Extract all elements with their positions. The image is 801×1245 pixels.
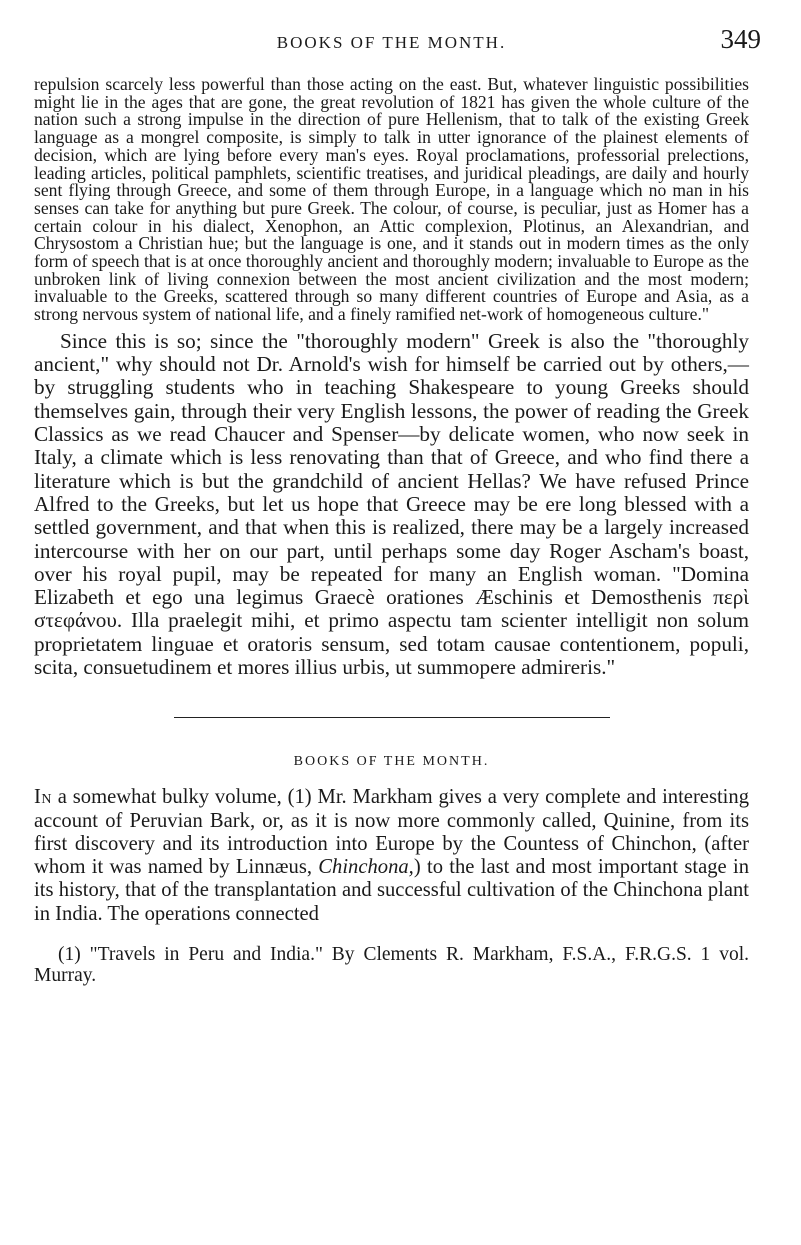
review-paragraph bbox=[34, 786, 749, 926]
section-heading: BOOKS OF THE MONTH. bbox=[293, 754, 490, 770]
footnote: (1) "Travels in Peru and India." By Clements R. Markham, F.S.A., F.R.G.S. 1 vol. Murray. bbox=[34, 944, 749, 987]
review-text-part-1: a somewhat bulky volume, (1) Mr. Markham gives a very complete and interesting account of Peruvian Bark, or, as it is now more commonly called, Quinine, from its first discovery and its introduction into Europe by the Countess of Chinchon, (after whom it was named by Linnæus, bbox=[34, 786, 749, 879]
review-text-part-2: ) to the last and most important stage in its history, that of the transplantation and successful cultivation of the Chinchona plant in India. The operations connected bbox=[34, 856, 749, 925]
page-number: 349 bbox=[720, 24, 761, 54]
body-paragraph: Since this is so; since the "thoroughly modern" Greek is also the "thoroughly ancient," why should not Dr. Arnold's wish for himself be carried out by others,—by struggling students who in teaching Shakespeare to young Greeks should themselves gain, through their very English lessons, the power of reading the Greek Classics as we read Chaucer and Spenser—by delicate women, who now seek in Italy, a climate which is less renovating than that of Greece, and who find there a literature which is but the grandchild of ancient Hellas? We have refused Prince Alfred to the Greeks, but let us hope that Greece may be ere long blessed with a settled government, and that when this is realized, there may be a largely increased intercourse with her on our part, until perhaps some day Roger Ascham's boast, over his royal pupil, may be repeated for many an English woman. "Domina Elizabeth et ego una legimus Graecè orationes Æschinis et Demosthenis περὶ στεφάνου. Illa praelegit mihi, et primo aspectu tam scienter intelligit non solum proprietatem linguae et oratoris sensum, sed totam causae contentionem, populi, scita, consuetudinem et mores illius urbis, ut summopere admireris." bbox=[34, 328, 749, 679]
lead-word: In bbox=[34, 786, 52, 809]
review-text-italic: Chinchona, bbox=[318, 856, 414, 879]
running-head bbox=[34, 0, 761, 58]
quoted-passage: repulsion scarcely less powerful than those acting on the east. But, whatever linguistic possibilities might lie in the ages that are gone, the great revolution of 1821 has given the whole culture of the nation such a strong impulse in the direction of pure Hellenism, that to talk of the existing Greek language as a mongrel composite, is simply to talk in utter ignorance of the plainest elements of decision, which are lying before every man's eyes. Royal proclamations, professorial prelections, leading articles, political pamphlets, scientific treatises, and juridical pleadings, are daily and hourly sent flying through Greece, and some of them through Europe, in a language which no man in his senses can take for anything but pure Greek. The colour, of course, is peculiar, just as Homer has a certain colour in his dialect, Xenophon, an Attic complexion, Plotinus, an Alexandrian, and Chrysostom a Christian hue; but the language is one, and it stands out in modern times as the only form of speech that is at once thoroughly ancient and thoroughly modern; invaluable to Europe as the unbroken link of living connexion between the most ancient civilization and the most modern; invaluable to the Greeks, scattered through so many different countries of Europe and Asia, as a strong nervous system of national life, and a finely ramified net-work of homogeneous culture." bbox=[34, 74, 749, 325]
section-divider bbox=[174, 717, 610, 718]
running-title: BOOKS OF THE MONTH. bbox=[276, 33, 507, 52]
